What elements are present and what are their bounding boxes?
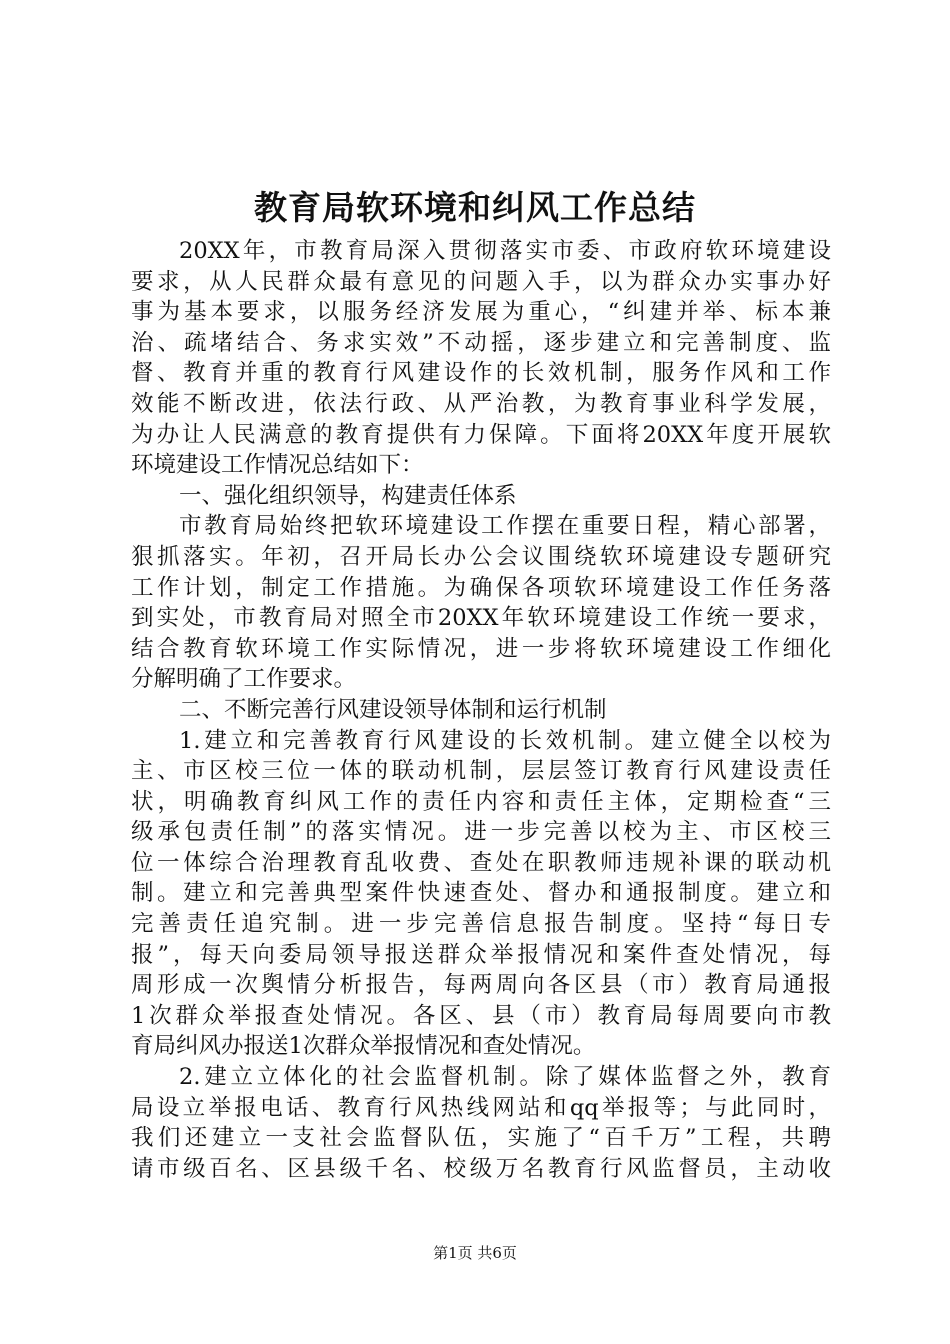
paragraph-line: 事为基本要求，以服务经济发展为重心，“纠建并举、标本兼 (131, 299, 831, 326)
paragraph-line: 主、市区校三位一体的联动机制，层层签订教育行风建设责任 (131, 758, 831, 785)
paragraph-line: 育局纠风办报送1次群众举报情况和查处情况。 (131, 1033, 596, 1060)
paragraph-line: 级承包责任制”的落实情况。进一步完善以校为主、市区校三 (131, 819, 831, 846)
paragraph-line: 工作计划，制定工作措施。为确保各项软环境建设工作任务落 (131, 574, 831, 601)
paragraph-line: 完善责任追究制。进一步完善信息报告制度。坚持“每日专 (131, 911, 831, 938)
paragraph-line: 位一体综合治理教育乱收费、查处在职教师违规补课的联动机 (131, 849, 831, 876)
paragraph-line: 分解明确了工作要求。 (131, 666, 357, 693)
paragraph-line: 报”，每天向委局领导报送群众举报情况和案件查处情况，每 (131, 941, 831, 968)
section-heading: 一、强化组织领导，构建责任体系 (179, 482, 517, 509)
paragraph-line: 局设立举报电话、教育行风热线网站和qq举报等；与此同时， (131, 1094, 831, 1121)
paragraph-line: 结合教育软环境工作实际情况，进一步将软环境建设工作细化 (131, 635, 831, 662)
paragraph-line: 治、疏堵结合、务求实效”不动摇，逐步建立和完善制度、监 (131, 329, 831, 356)
paragraph-line: 1次群众举报查处情况。各区、县（市）教育局每周要向市教 (131, 1002, 831, 1029)
paragraph-line: 到实处，市教育局对照全市20XX年软环境建设工作统一要求， (131, 605, 831, 632)
document-body (131, 236, 831, 1184)
paragraph-line: 为办让人民满意的教育提供有力保障。下面将20XX年度开展软 (131, 421, 831, 448)
document-title: 教育局软环境和纠风工作总结 (254, 188, 696, 227)
paragraph-line: 请市级百名、区县级千名、校级万名教育行风监督员，主动收 (131, 1155, 831, 1182)
paragraph-line: 督、教育并重的教育行风建设作的长效机制，服务作风和工作 (131, 360, 831, 387)
paragraph-line: 2.建立立体化的社会监督机制。除了媒体监督之外，教育 (179, 1064, 831, 1091)
paragraph-line: 市教育局始终把软环境建设工作摆在重要日程，精心部署， (179, 513, 831, 540)
paragraph-line: 20XX年，市教育局深入贯彻落实市委、市政府软环境建设 (179, 238, 831, 264)
paragraph-line: 我们还建立一支社会监督队伍，实施了“百千万”工程，共聘 (131, 1125, 831, 1152)
paragraph-line: 制。建立和完善典型案件快速查处、督办和通报制度。建立和 (131, 880, 831, 907)
paragraph-line: 周形成一次舆情分析报告，每两周向各区县（市）教育局通报 (131, 972, 831, 999)
paragraph-line: 狠抓落实。年初，召开局长办公会议围绕软环境建设专题研究 (131, 543, 831, 570)
paragraph-line: 1.建立和完善教育行风建设的长效机制。建立健全以校为 (179, 727, 831, 754)
paragraph-line: 环境建设工作情况总结如下： (131, 452, 424, 479)
paragraph-line: 效能不断改进，依法行政、从严治教，为教育事业科学发展， (131, 390, 831, 417)
paragraph-line: 状，明确教育纠风工作的责任内容和责任主体，定期检查“三 (131, 788, 831, 815)
section-heading: 二、不断完善行风建设领导体制和运行机制 (179, 696, 607, 723)
paragraph-line: 要求，从人民群众最有意见的问题入手，以为群众办实事办好 (131, 268, 831, 295)
page-number: 第1页 共6页 (433, 1244, 517, 1262)
